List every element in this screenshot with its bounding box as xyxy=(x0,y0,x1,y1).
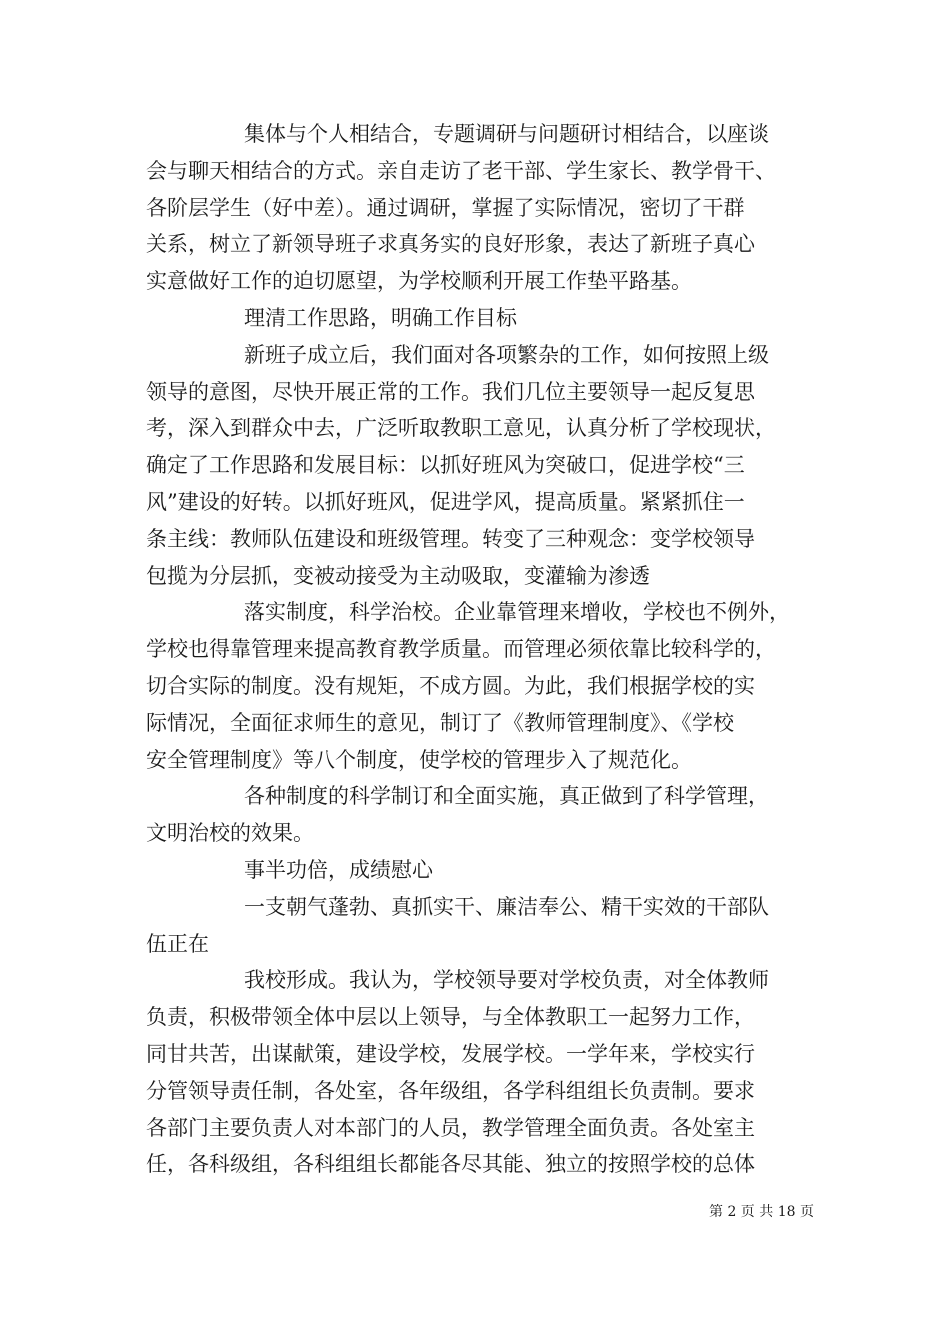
text-line: 任，各科级组，各科组组长都能各尽其能、独立的按照学校的总体 xyxy=(146,1152,755,1177)
text-line: 会与聊天相结合的方式。亲自走访了老干部、学生家长、教学骨干、 xyxy=(146,158,776,183)
text-line: 集体与个人相结合，专题调研与问题研讨相结合，以座谈 xyxy=(244,122,769,146)
text-line: 确定了工作思路和发展目标：以抓好班风为突破口，促进学校“三 xyxy=(146,453,745,478)
text-line: 事半功倍，成绩慰心 xyxy=(244,857,433,882)
text-line: 各部门主要负责人对本部门的人员，教学管理全面负责。各处室主 xyxy=(146,1115,755,1140)
text-line: 学校也得靠管理来提高教育教学质量。而管理必须依靠比较科学的， xyxy=(146,637,776,662)
page-number-footer: 第 2 页 共 18 页 xyxy=(709,1204,814,1220)
text-line: 新班子成立后，我们面对各项繁杂的工作，如何按照上级 xyxy=(244,342,769,367)
text-line: 关系，树立了新领导班子求真务实的良好形象，表达了新班子真心 xyxy=(146,232,755,257)
text-line: 风”建设的好转。以抓好班风，促进学风，提高质量。紧紧抓住一 xyxy=(146,489,745,514)
text-line: 一支朝气蓬勃、真抓实干、廉洁奉公、精干实效的干部队 xyxy=(244,894,769,919)
text-line: 我校形成。我认为，学校领导要对学校负责，对全体教师 xyxy=(244,968,769,993)
text-line: 安全管理制度》等八个制度，使学校的管理步入了规范化。 xyxy=(146,747,692,772)
text-line: 领导的意图，尽快开展正常的工作。我们几位主要领导一起反复思 xyxy=(146,379,755,404)
text-line: 各阶层学生（好中差）。通过调研，掌握了实际情况，密切了干群 xyxy=(146,195,745,220)
text-line: 理清工作思路，明确工作目标 xyxy=(244,305,517,330)
text-line: 落实制度，科学治校。企业靠管理来增收，学校也不例外， xyxy=(244,600,790,625)
text-line: 考，深入到群众中去，广泛听取教职工意见，认真分析了学校现状， xyxy=(146,416,776,441)
text-line: 条主线：教师队伍建设和班级管理。转变了三种观念：变学校领导 xyxy=(146,526,755,551)
text-line: 负责，积极带领全体中层以上领导，与全体教职工一起努力工作， xyxy=(146,1005,755,1030)
text-line: 实意做好工作的迫切愿望，为学校顺利开展工作垫平路基。 xyxy=(146,269,692,294)
text-line: 切合实际的制度。没有规矩，不成方圆。为此，我们根据学校的实 xyxy=(146,673,755,698)
text-line: 伍正在 xyxy=(146,931,209,956)
text-line: 分管领导责任制，各处室，各年级组，各学科组组长负责制。要求 xyxy=(146,1078,755,1103)
text-line: 际情况，全面征求师生的意见，制订了《教师管理制度》、《学校 xyxy=(146,710,734,735)
text-line: 包揽为分层抓，变被动接受为主动吸取，变灌输为渗透 xyxy=(146,563,650,588)
text-line: 各种制度的科学制订和全面实施，真正做到了科学管理， xyxy=(244,784,769,809)
document-body xyxy=(146,116,814,1183)
text-line: 同甘共苦，出谋献策，建设学校，发展学校。一学年来，学校实行 xyxy=(146,1041,755,1066)
text-line: 文明治校的效果。 xyxy=(146,821,314,846)
